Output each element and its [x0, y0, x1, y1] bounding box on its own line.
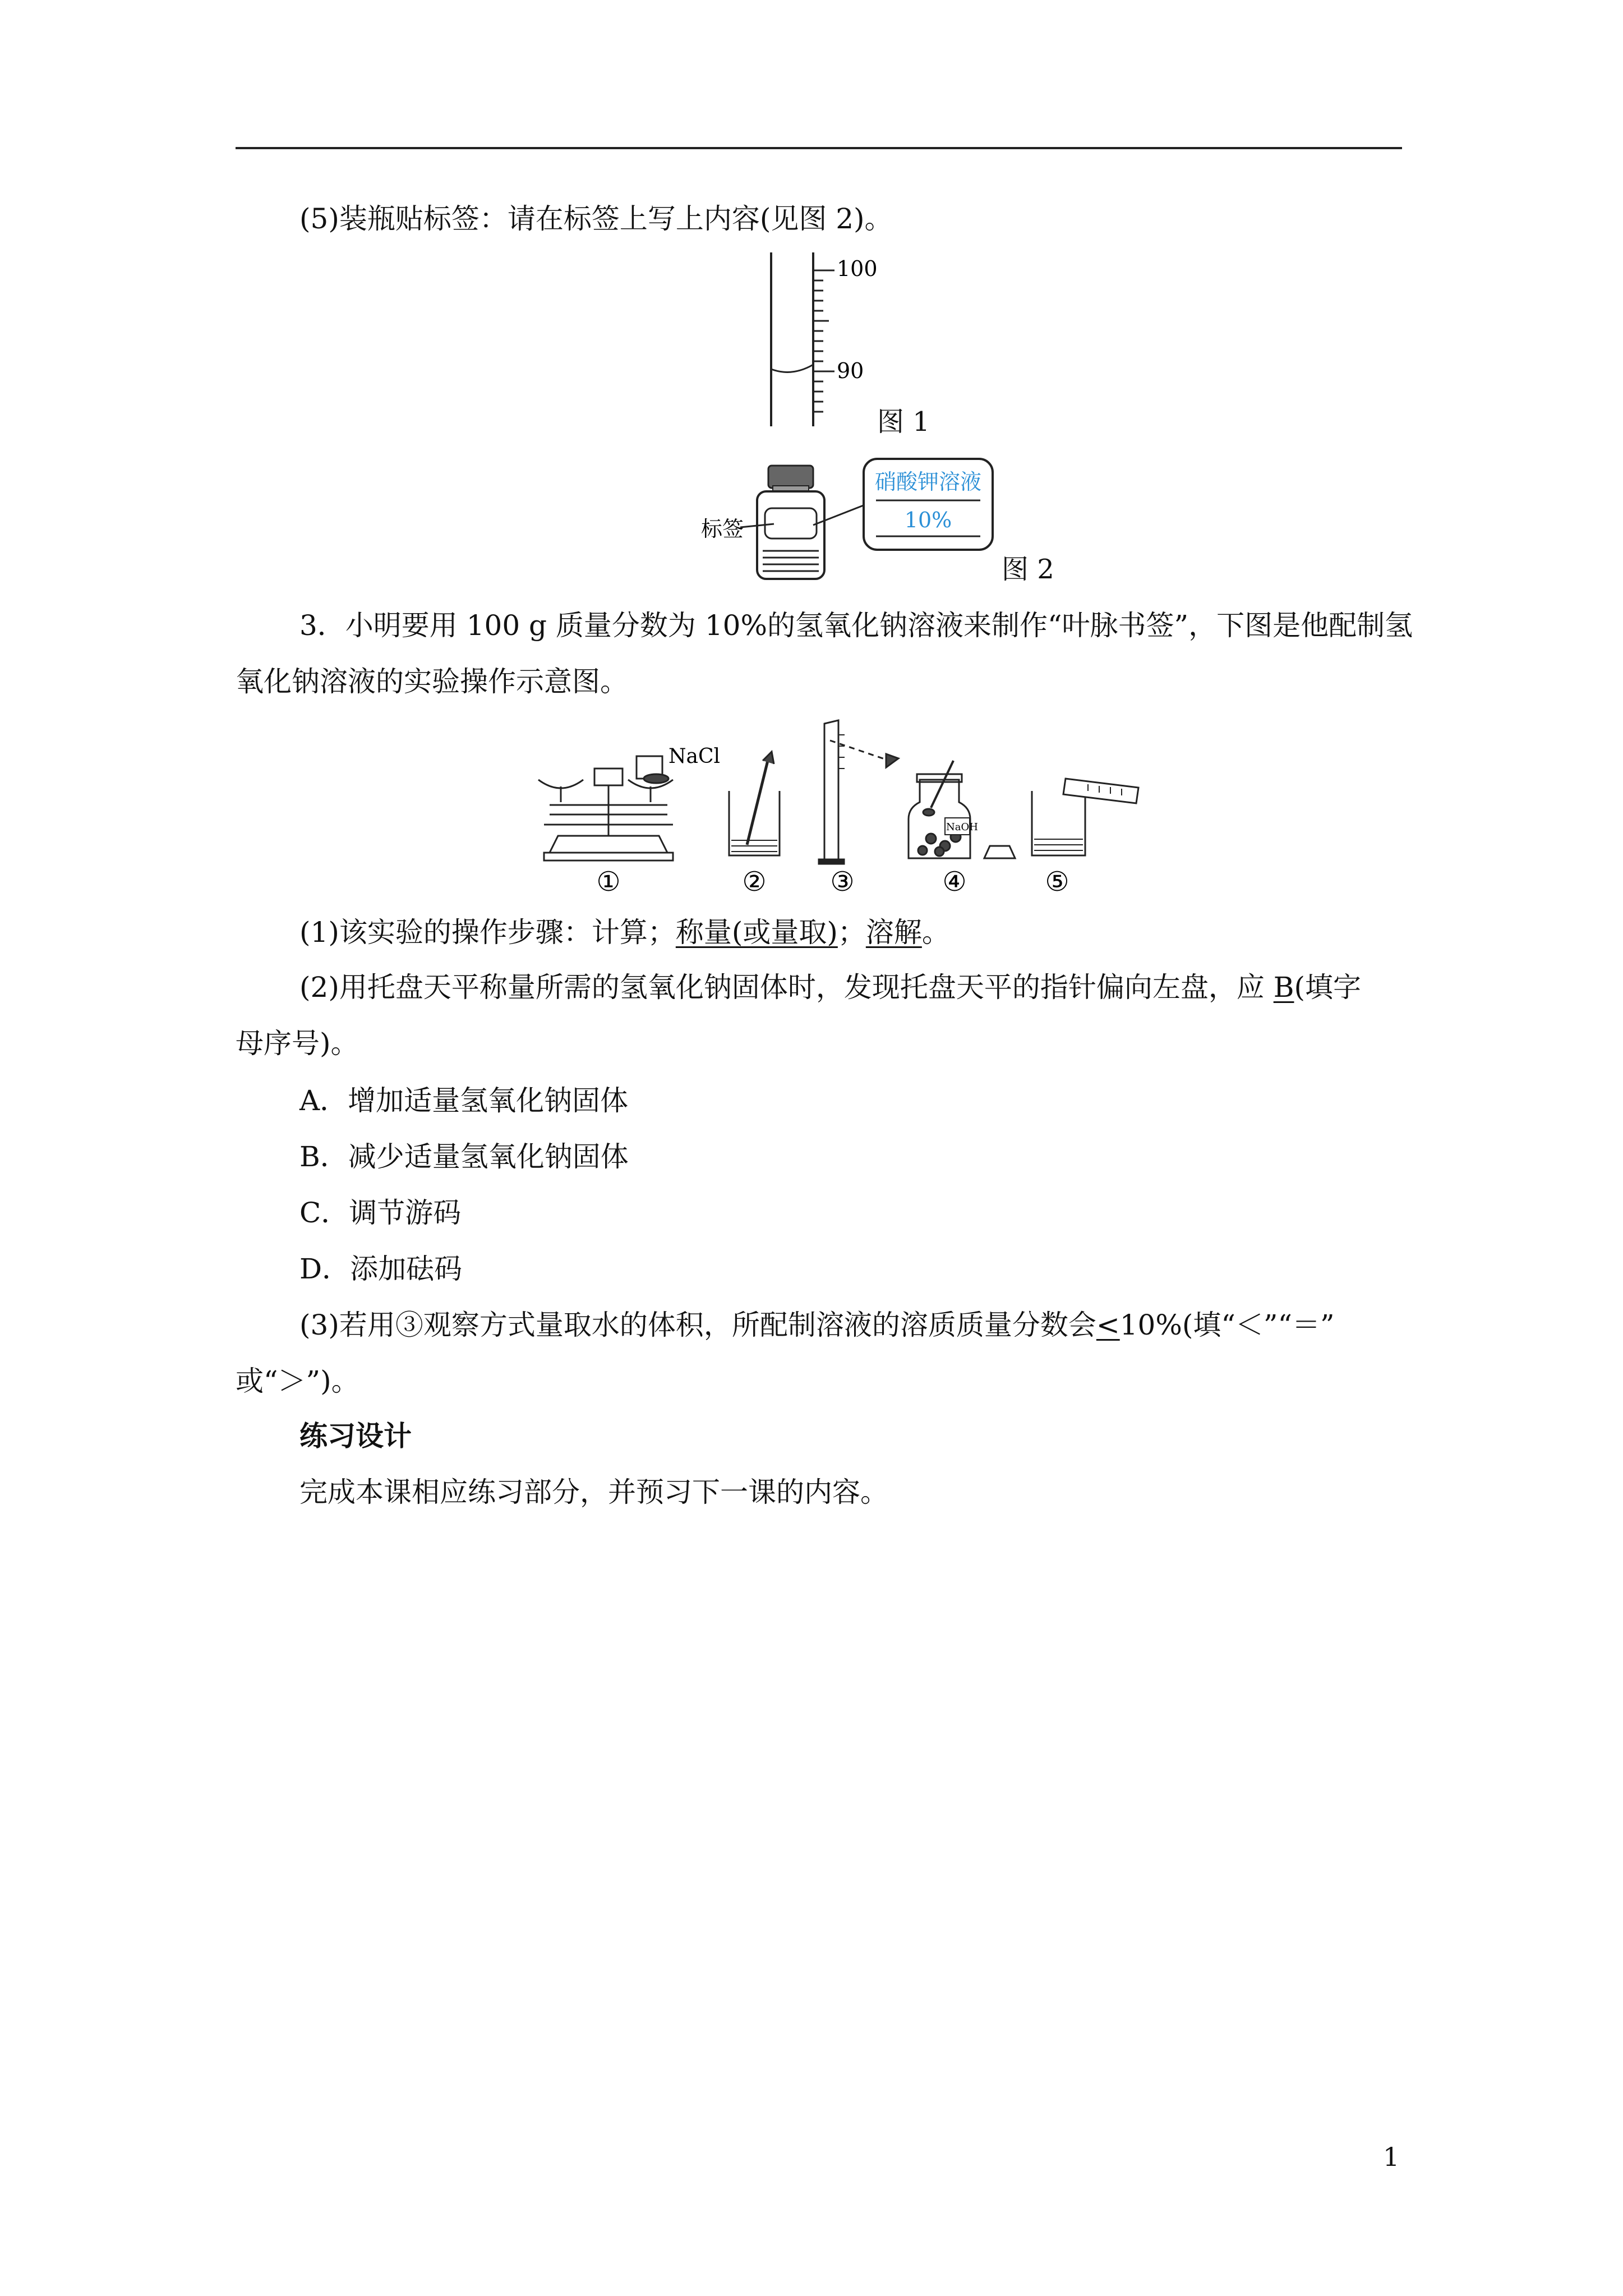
figure-3-steps [527, 712, 1166, 898]
sub3-line1: (3)若用③观察方式量取水的体积，所配制溶液的溶质质量分数会<10%(填“＜”“＝” [299, 1309, 1335, 1341]
q3-line1: 3．小明要用 100 g 质量分数为 10%的氢氧化钠溶液来制作“叶脉书签”，下图是他配制氢 [299, 609, 1413, 642]
q5-text: (5)装瓶贴标签：请在标签上写上内容(见图 2)。 [299, 203, 893, 235]
option-a: A．增加适量氢氧化钠固体 [299, 1084, 629, 1117]
fig1-tick-90: 90 [837, 358, 864, 383]
sub2-line2: 母序号)。 [236, 1027, 359, 1060]
step-label-4: ④ [942, 866, 967, 898]
pouring-step [1032, 779, 1138, 855]
step-label-5: ⑤ [1045, 866, 1069, 898]
balance-apparatus [538, 756, 673, 861]
fig2-caption: 图 2 [1002, 554, 1054, 585]
practice-text: 完成本课相应练习部分，并预习下一课的内容。 [299, 1476, 888, 1508]
option-b: B．减少适量氢氧化钠固体 [299, 1140, 629, 1173]
naoh-bottle [909, 761, 1015, 858]
step-label-3: ③ [830, 866, 855, 898]
stirring-beaker [729, 752, 780, 855]
fig2-solution-name: 硝酸钾溶液 [874, 470, 982, 494]
nacl-label: NaCl [668, 745, 721, 768]
sub3-answer: < [1096, 1309, 1120, 1341]
naoh-label: NaOH [946, 821, 978, 833]
option-d: D．添加砝码 [299, 1253, 463, 1285]
q3-line2: 氧化钠溶液的实验操作示意图。 [236, 665, 628, 698]
sub1-text: (1)该实验的操作步骤：计算；称量(或量取)；溶解。 [299, 916, 950, 949]
sub3-line2: 或“＞”)。 [236, 1365, 359, 1397]
sub1-answer-1: 称量(或量取) [675, 916, 838, 949]
sub1-answer-2: 溶解 [865, 916, 922, 949]
sub2-line1: (2)用托盘天平称量所需的氢氧化钠固体时，发现托盘天平的指针偏向左盘，应 B(填字 [299, 971, 1361, 1004]
fig2-solution-percent: 10% [904, 508, 952, 532]
step-label-1: ① [596, 866, 621, 898]
practice-heading: 练习设计 [299, 1419, 412, 1452]
figure-1-cylinder [751, 247, 976, 449]
fig1-caption: 图 1 [877, 406, 930, 438]
cylinder-reading [819, 720, 898, 864]
fig1-tick-100: 100 [837, 256, 878, 281]
fig2-label-text: 标签 [701, 517, 744, 541]
page-number: 1 [1383, 2142, 1400, 2172]
sub2-answer: B [1273, 971, 1294, 1004]
option-c: C．调节游码 [299, 1197, 462, 1229]
step-label-2: ② [742, 866, 767, 898]
figure-2-bottle [701, 454, 1015, 589]
header-rule [236, 147, 1402, 149]
